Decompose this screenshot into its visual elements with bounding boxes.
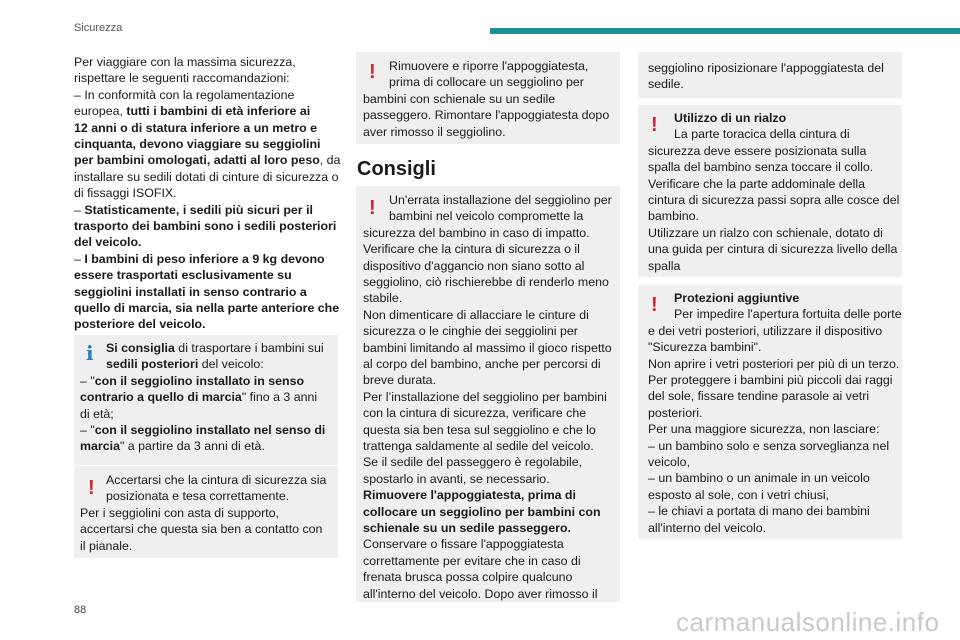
text-line [648,503,870,519]
text-line [74,202,313,218]
text-run: "Sicurezza bambini". [648,340,762,355]
text-line [74,169,338,185]
text-line [648,258,680,274]
text-line [648,192,899,208]
bold-text-run: Utilizzo di un rialzo [674,111,787,125]
text-run: – In conformità con la regolamentazione [74,87,295,102]
text-run: seggiolino riposizionare l'appoggiatesta del [648,61,884,75]
text-run: spalla del bambino senza toccare il collo. [648,160,874,175]
text-run: di fissaggi ISOFIX. [74,186,177,201]
text-line [106,488,289,504]
text-run: installare su sedili dotati di cinture di sicurezza o [74,169,339,184]
text-line [648,241,897,257]
text-line [674,126,850,142]
text-line [389,74,584,90]
bold-text-run: con il seggiolino installato in senso [94,373,305,388]
text-line [363,340,612,356]
text-run: Accertarsi che la cintura di sicurezza sia [106,473,327,487]
text-line [648,176,865,192]
text-run: questa sia ben tesa sul seggiolino e che lo [363,422,596,437]
text-run: trattenga saldamente al sedile del veicolo. [363,439,594,453]
text-line [363,323,578,339]
text-line [74,185,177,201]
text-line [363,356,601,372]
text-line [80,389,317,405]
text-line [648,159,873,175]
bold-text-run: 12 anni o di statura inferiore a un metro e [74,120,318,135]
text-line [74,70,290,86]
text-run: " a partire da 3 anni di età. [119,439,265,454]
text-run: del sole, fissare tendine parasole ai vetri [648,389,870,404]
text-run: correttamente per evitare che in caso di [363,553,581,568]
text-run: – le chiavi a portata di mano dei bambini [648,504,870,519]
text-run: La parte toracica della cintura di [674,127,850,142]
text-line [389,58,588,74]
text-run: Non aprire i vetri posteriori per più di un terzo. [648,356,900,371]
text-run: esposto al sole, con i vetri chiusi, [648,487,830,502]
text-line [74,152,340,168]
text-line [74,87,294,103]
text-run: Per una maggiore sicurezza, non lasciare: [648,422,880,437]
text-run: sicurezza del bambino in caso di impatto. [363,225,590,240]
bold-text-run: trasporto dei bambini sono i sedili posteriori [74,219,337,233]
text-line [363,454,582,470]
info-icon: i [86,341,94,365]
text-run: spostarlo in avanti, se necessario. [363,471,550,486]
text-line [80,438,265,454]
text-run: aver rimosso il seggiolino. [363,124,506,139]
text-line [363,91,555,107]
text-line [648,470,870,486]
text-line [363,536,564,552]
text-run: sedile. [648,77,684,92]
text-line [80,422,325,438]
text-line [389,192,612,208]
text-run: Non dimenticare di allacciare le cinture di [363,307,589,322]
text-line [74,218,336,234]
bold-text-run: marcia [80,439,120,454]
bold-text-run: collocare un seggiolino per bambini con [363,504,601,519]
text-line [74,316,206,332]
text-run: Un'errata installazione del seggiolino per [389,193,612,207]
bold-text-run: Statisticamente, i sedili più sicuri per il [84,202,313,217]
text-run: dispositivo d'aggancio non siano sotto al [363,258,585,273]
page-number: 88 [74,604,87,616]
bold-text-run: con il seggiolino installato nel senso di [94,423,326,437]
text-line [106,472,326,488]
warning-icon: ! [369,197,376,219]
text-line [648,405,702,421]
text-run: stabile. [363,291,403,306]
bold-text-run: sedili posteriori [106,357,199,372]
text-line [74,103,310,119]
bold-text-run: seggiolini installati in senso contrario a [74,284,307,299]
text-line [363,290,402,306]
text-line [106,340,324,356]
text-line [74,234,141,250]
text-line [648,421,879,437]
text-line [363,487,576,503]
text-line [648,339,761,355]
text-line [648,76,684,92]
text-line [74,267,292,283]
text-run: al corpo del bambino, anche per percorsi di [363,357,601,371]
text-line [363,389,607,405]
text-line [363,107,609,123]
text-line [648,487,829,503]
text-line [363,422,596,438]
text-run: il pianale. [80,538,133,553]
text-run: bambini nel veicolo compromette la [389,209,584,224]
text-run: posteriori. [648,405,703,420]
text-run: Conservare o fissare l'appoggiatesta [363,537,564,552]
bold-text-run: contrario a quello di marcia [80,390,242,405]
text-line [106,356,264,372]
text-line [363,553,581,569]
text-run: di età; [80,406,114,421]
watermark: carmanualsonline.info [676,607,940,637]
text-run: Per proteggere i bambini più piccoli dai raggi [648,373,893,387]
text-line [648,372,893,388]
text-run: seggiolino, ciò rischierebbe di renderlo meno [363,275,609,289]
text-line [363,504,601,520]
text-line [648,520,766,536]
bold-text-run: Rimuovere l'appoggiatesta, prima di [363,488,576,503]
text-run: Utilizzare un rialzo con schienale, dotato di [648,225,883,240]
text-line [74,120,317,136]
text-run: – un bambino o un animale in un veicolo [648,471,870,486]
text-run: " fino a 3 anni [241,390,318,405]
text-line [674,290,799,306]
text-line [363,372,436,388]
text-line [648,323,882,339]
text-run: spalla [648,258,681,273]
text-line [648,60,884,76]
bold-text-run: del veicolo. [74,235,142,250]
section-title: Sicurezza [74,22,123,34]
text-line [648,356,899,372]
header-accent-bar [490,28,960,34]
text-line [363,569,572,585]
section-heading-consigli: Consigli [357,158,436,180]
text-line [363,241,580,257]
bold-text-run: schienale su un sedile passeggero. [363,521,571,535]
bold-text-run: posteriore del veicolo. [74,317,206,332]
text-line [74,251,325,267]
text-run: – " [80,373,95,388]
text-run: all'interno del veicolo. [648,520,767,535]
text-run: accertarsi che questa sia ben a contatto con [80,522,323,537]
text-run: sicurezza deve essere posizionata sulla [648,143,867,158]
text-run: bambino. [648,209,699,224]
text-run: cintura di sicurezza passi sopra alle cosce del [648,193,900,207]
warning-icon: ! [369,61,376,83]
bold-text-run: Si consiglia [106,341,175,355]
text-line [80,521,322,537]
text-run: all'interno del veicolo. Dopo aver rimosso il [363,586,598,601]
text-line [389,208,583,224]
text-run: Per i seggiolini con asta di supporto, [80,505,280,520]
text-run: del veicolo: [198,357,264,372]
text-line [363,438,594,454]
text-run: frenata brusca possa colpire qualcuno [363,570,573,585]
text-run: e dei vetri posteriori, utilizzare il dispositivo [648,323,883,338]
text-line [80,538,132,554]
text-run: rispettare le seguenti raccomandazioni: [74,71,290,86]
text-run: europea, [74,104,127,119]
bold-text-run: per bambini omologati, adatti al loro peso [74,153,320,168]
text-line [80,406,114,422]
text-line [363,225,590,241]
text-run: Verificare che la cintura di sicurezza o il [363,242,580,257]
text-run: – [74,251,85,266]
text-run: – [74,202,85,217]
text-line [363,274,609,290]
warning-icon: ! [651,114,658,136]
text-line [674,306,902,322]
text-line [74,136,320,152]
text-run: bambini limitando al massimo il gioco rispetto [363,340,612,355]
text-run: Per l’installazione del seggiolino per bambini [363,389,607,404]
text-run: Per viaggiare con la massima sicurezza, [74,55,296,69]
text-line [74,54,296,70]
bold-text-run: Protezioni aggiuntive [674,291,800,305]
text-run: veicolo, [648,455,691,469]
text-run: prima di collocare un seggiolino per [389,75,584,90]
text-line [363,586,597,602]
text-run: sicurezza o le cinghie dei seggiolini per [363,324,578,339]
text-run: Verificare che la parte addominale della [648,176,865,191]
bold-text-run: essere trasportati esclusivamente su [74,268,292,283]
bold-text-run: cinquanta, devono viaggiare su seggiolini [74,137,321,151]
warning-icon: ! [651,294,658,316]
warning-icon: ! [88,477,95,499]
text-run: bambini con schienale su un sedile [363,91,556,106]
bold-text-run: quello di marcia, sia nella parte anteriore che [74,301,340,315]
bold-text-run: tutti i bambini di età inferiore ai [126,104,311,119]
text-run: una guida per cintura di sicurezza livello della [648,242,898,257]
text-run: passeggero. Rimontare l'appoggiatesta dopo [363,108,610,123]
text-run: – " [80,423,95,437]
text-line [674,110,786,126]
text-run: posizionata e tesa correttamente. [106,489,290,504]
text-run: – un bambino solo e senza sorveglianza nel [648,438,890,453]
text-run: breve durata. [363,373,437,388]
text-line [363,471,550,487]
text-line [648,454,690,470]
text-line [363,307,589,323]
text-line [648,388,869,404]
text-run: , da [319,153,341,168]
bold-text-run: I bambini di peso inferiore a 9 kg devono [84,251,325,266]
text-line [648,143,866,159]
text-run: Per impedire l'apertura fortuita delle porte [674,307,902,322]
text-run: di trasportare i bambini sui [174,341,324,355]
text-line [74,300,339,316]
text-run: Rimuovere e riporre l'appoggiatesta, [389,59,589,73]
text-run: con la cintura di sicurezza, verificare che [363,406,587,421]
text-line [648,208,699,224]
text-run: Se il sedile del passeggero è regolabile, [363,455,583,470]
text-line [363,258,584,274]
text-line [648,438,889,454]
text-line [363,124,506,140]
text-line [648,225,883,241]
text-line [80,373,304,389]
text-line [363,520,571,536]
text-line [363,405,586,421]
text-line [74,284,307,300]
text-line [80,505,279,521]
